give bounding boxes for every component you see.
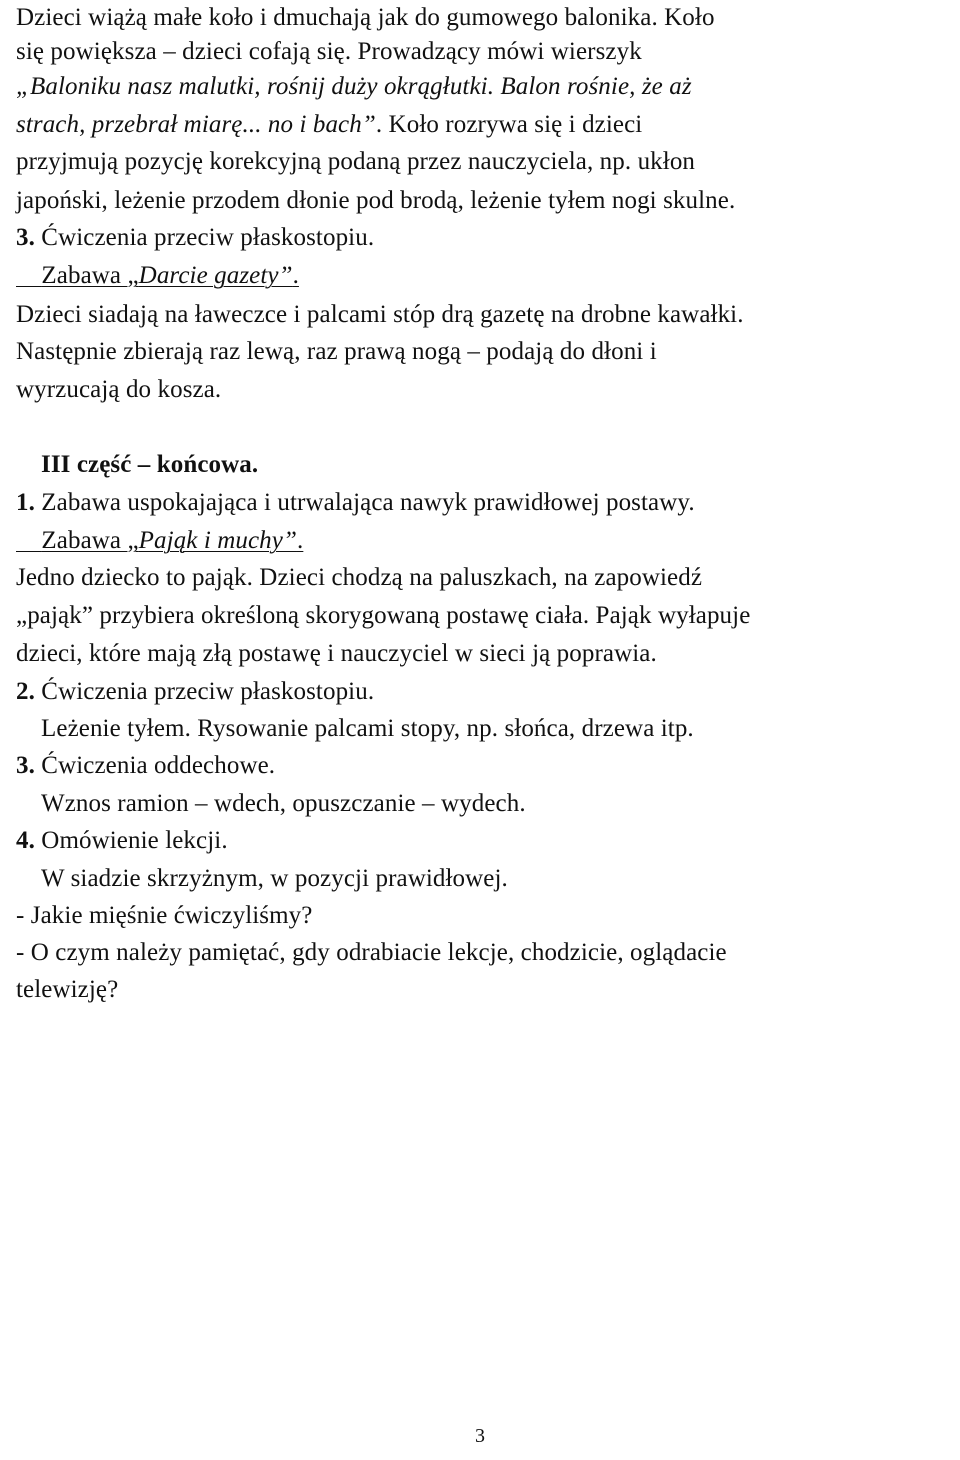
text-line: się powiększa – dzieci cofają się. Prowadzący mówi wierszyk xyxy=(16,38,642,65)
exercise-heading xyxy=(16,823,228,859)
text-line: Następnie zbierają raz lewą, raz prawą nogą – podają do dłoni i xyxy=(16,338,657,365)
item-title: Ćwiczenia przeciw płaskostopiu. xyxy=(34,678,375,705)
item-number: 1. xyxy=(16,489,35,516)
item-number: 3. xyxy=(16,752,35,779)
exercise-heading xyxy=(16,220,374,256)
text-line: dzieci, które mają złą postawę i nauczyciel w sieci ją poprawia. xyxy=(16,640,657,667)
text-line: japoński, leżenie przodem dłonie pod brodą, leżenie tyłem nogi skulne. xyxy=(16,187,736,214)
item-number: 3. xyxy=(16,224,35,251)
question-line: - O czym należy pamiętać, gdy odrabiacie lekcje, chodzicie, oglądacie xyxy=(16,939,727,966)
game-suffix: . xyxy=(296,527,304,554)
item-title: Zabawa uspokajająca i utrwalająca nawyk prawidłowej postawy. xyxy=(34,489,695,516)
question-line: telewizję? xyxy=(16,976,119,1003)
game-name: Pająk i muchy” xyxy=(138,527,297,554)
game-prefix: Zabawa „ xyxy=(41,262,139,289)
section-heading: III część – końcowa. xyxy=(41,451,259,478)
item-number: 2. xyxy=(16,678,35,705)
item-title: Omówienie lekcji. xyxy=(34,827,228,854)
item-number: 4. xyxy=(16,827,35,854)
poem-end: strach, przebrał miarę... no i bach” xyxy=(16,111,376,138)
text-line: Jedno dziecko to pająk. Dzieci chodzą na paluszkach, na zapowiedź xyxy=(16,564,703,591)
item-title: Ćwiczenia oddechowe. xyxy=(34,752,276,779)
game-title xyxy=(16,523,303,559)
question-line: - Jakie mięśnie ćwiczyliśmy? xyxy=(16,902,313,929)
text-line: „pająk” przybiera określoną skorygowaną postawę ciała. Pająk wyłapuje xyxy=(16,602,751,629)
poem-line: „Baloniku nasz malutki, rośnij duży okrągłutki. Balon rośnie, że aż xyxy=(16,73,692,100)
text-line: Wznos ramion – wdech, opuszczanie – wydech. xyxy=(41,790,526,817)
text-line: Dzieci wiążą małe koło i dmuchają jak do gumowego balonika. Koło xyxy=(16,4,715,31)
text-line: W siadzie skrzyżnym, w pozycji prawidłowej. xyxy=(41,865,508,892)
page-number: 3 xyxy=(475,1425,485,1447)
text-line: Leżenie tyłem. Rysowanie palcami stopy, np. słońca, drzewa itp. xyxy=(41,715,694,742)
exercise-heading xyxy=(16,485,695,521)
exercise-heading xyxy=(16,748,275,784)
exercise-heading xyxy=(16,674,374,710)
text-line xyxy=(16,107,642,143)
item-title: Ćwiczenia przeciw płaskostopiu. xyxy=(34,224,375,251)
text-fragment: . Koło rozrywa się i dzieci xyxy=(375,111,643,138)
game-prefix: Zabawa „ xyxy=(41,527,139,554)
text-line: przyjmują pozycję korekcyjną podaną przez nauczyciela, np. ukłon xyxy=(16,148,696,175)
text-line: Dzieci siadają na ławeczce i palcami stóp drą gazetę na drobne kawałki. xyxy=(16,301,744,328)
game-name: Darcie gazety” xyxy=(138,262,293,289)
game-title xyxy=(16,258,299,294)
game-suffix: . xyxy=(292,262,299,289)
text-line: wyrzucają do kosza. xyxy=(16,376,222,403)
